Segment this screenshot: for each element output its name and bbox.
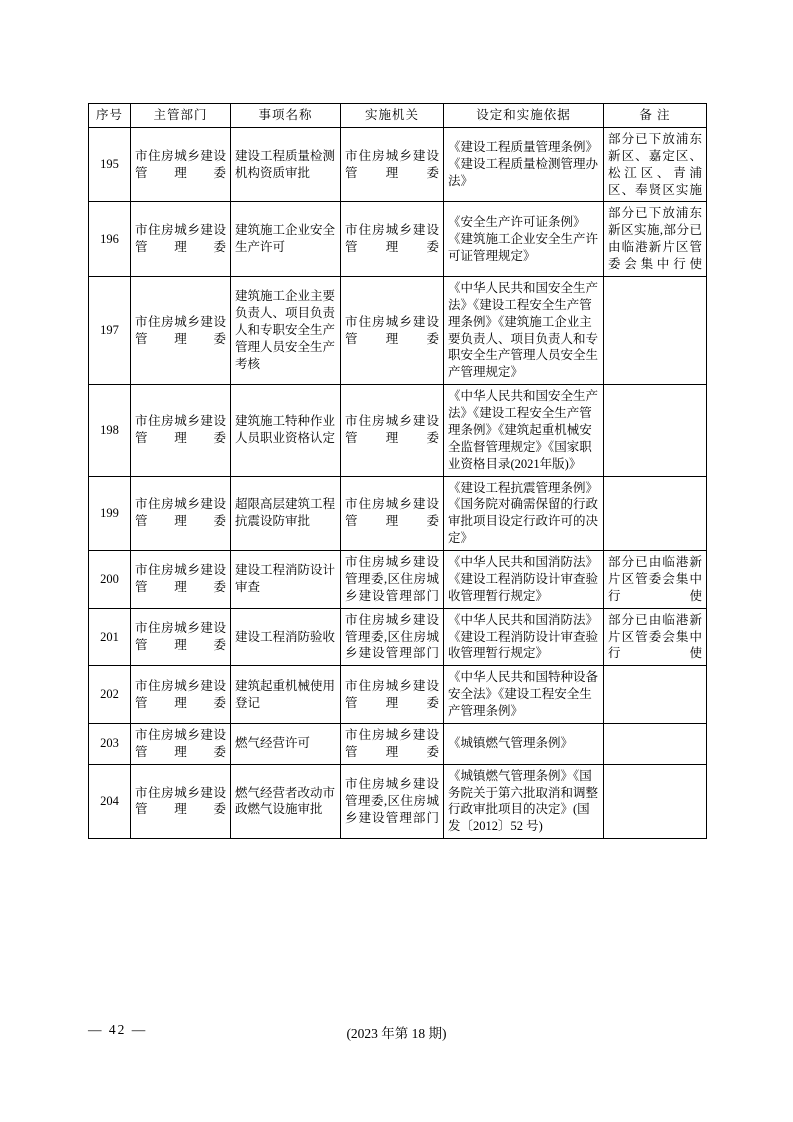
cell-basis: 《中华人民共和国消防法》《建设工程消防设计审查验收管理暂行规定》 xyxy=(444,551,604,609)
cell-seq: 202 xyxy=(89,666,131,724)
cell-basis: 《安全生产许可证条例》《建筑施工企业安全生产许可证管理规定》 xyxy=(444,202,604,277)
table-header-row xyxy=(89,104,707,128)
cell-basis: 《中华人民共和国安全生产法》《建设工程安全生产管理条例》《建筑施工企业主要负责人、项目负责人和专职安全生产管理人员安全生产管理规定》 xyxy=(444,276,604,384)
cell-remarks xyxy=(604,666,707,724)
cell-implementing-agency: 市住房城乡建设管理委 xyxy=(341,723,444,764)
table-row xyxy=(89,551,707,609)
cell-item-name: 燃气经营者改动市政燃气设施审批 xyxy=(231,764,341,839)
cell-implementing-agency: 市住房城乡建设管理委 xyxy=(341,202,444,277)
cell-item-name: 建设工程质量检测机构资质审批 xyxy=(231,127,341,202)
cell-remarks xyxy=(604,723,707,764)
cell-implementing-agency: 市住房城乡建设管理委,区住房城乡建设管理部门 xyxy=(341,551,444,609)
cell-seq: 196 xyxy=(89,202,131,277)
cell-seq: 197 xyxy=(89,276,131,384)
cell-implementing-agency: 市住房城乡建设管理委,区住房城乡建设管理部门 xyxy=(341,764,444,839)
cell-basis: 《城镇燃气管理条例》 xyxy=(444,723,604,764)
table-row xyxy=(89,127,707,202)
table-row xyxy=(89,608,707,666)
cell-item-name: 超限高层建筑工程抗震设防审批 xyxy=(231,476,341,551)
column-header-basis: 设定和实施依据 xyxy=(444,104,604,128)
column-header-department: 主管部门 xyxy=(131,104,231,128)
cell-department: 市住房城乡建设管理委 xyxy=(131,476,231,551)
cell-item-name: 建设工程消防设计审查 xyxy=(231,551,341,609)
cell-remarks xyxy=(604,764,707,839)
table-body xyxy=(89,127,707,838)
table-row xyxy=(89,723,707,764)
cell-basis: 《建设工程质量管理条例》《建设工程质量检测管理办法》 xyxy=(444,127,604,202)
cell-remarks xyxy=(604,276,707,384)
cell-basis: 《建设工程抗震管理条例》《国务院对确需保留的行政审批项目设定行政许可的决定》 xyxy=(444,476,604,551)
cell-item-name: 建设工程消防验收 xyxy=(231,608,341,666)
cell-basis: 《中华人民共和国安全生产法》《建设工程安全生产管理条例》《建筑起重机械安全监督管理规定》《国家职业资格目录(2021年版)》 xyxy=(444,385,604,476)
column-header-seq: 序号 xyxy=(89,104,131,128)
table-row xyxy=(89,276,707,384)
cell-remarks: 部分已由临港新片区管委会集中行使 xyxy=(604,608,707,666)
cell-implementing-agency: 市住房城乡建设管理委 xyxy=(341,127,444,202)
cell-item-name: 建筑施工特种作业人员职业资格认定 xyxy=(231,385,341,476)
cell-item-name: 燃气经营许可 xyxy=(231,723,341,764)
table-row xyxy=(89,666,707,724)
cell-seq: 204 xyxy=(89,764,131,839)
cell-item-name: 建筑施工企业主要负责人、项目负责人和专职安全生产管理人员安全生产考核 xyxy=(231,276,341,384)
table-row xyxy=(89,476,707,551)
table-row xyxy=(89,385,707,476)
cell-department: 市住房城乡建设管理委 xyxy=(131,276,231,384)
table-row xyxy=(89,764,707,839)
cell-implementing-agency: 市住房城乡建设管理委 xyxy=(341,666,444,724)
cell-department: 市住房城乡建设管理委 xyxy=(131,385,231,476)
cell-department: 市住房城乡建设管理委 xyxy=(131,608,231,666)
cell-remarks: 部分已下放浦东新区、嘉定区、松江区、青浦区、奉贤区实施 xyxy=(604,127,707,202)
cell-item-name: 建筑施工企业安全生产许可 xyxy=(231,202,341,277)
cell-seq: 200 xyxy=(89,551,131,609)
cell-implementing-agency: 市住房城乡建设管理委 xyxy=(341,385,444,476)
cell-remarks: 部分已由临港新片区管委会集中行使 xyxy=(604,551,707,609)
column-header-implementing-agency: 实施机关 xyxy=(341,104,444,128)
cell-item-name: 建筑起重机械使用登记 xyxy=(231,666,341,724)
cell-department: 市住房城乡建设管理委 xyxy=(131,723,231,764)
table-row xyxy=(89,202,707,277)
cell-department: 市住房城乡建设管理委 xyxy=(131,551,231,609)
column-header-remarks: 备 注 xyxy=(604,104,707,128)
cell-basis: 《中华人民共和国消防法》《建设工程消防设计审查验收管理暂行规定》 xyxy=(444,608,604,666)
cell-implementing-agency: 市住房城乡建设管理委 xyxy=(341,476,444,551)
cell-seq: 199 xyxy=(89,476,131,551)
cell-department: 市住房城乡建设管理委 xyxy=(131,666,231,724)
cell-basis: 《城镇燃气管理条例》《国务院关于第六批取消和调整行政审批项目的决定》(国发〔2012〕52 号) xyxy=(444,764,604,839)
cell-remarks xyxy=(604,385,707,476)
cell-seq: 195 xyxy=(89,127,131,202)
issue-label: (2023 年第 18 期) xyxy=(346,1026,447,1041)
cell-implementing-agency: 市住房城乡建设管理委 xyxy=(341,276,444,384)
cell-remarks: 部分已下放浦东新区实施,部分已由临港新片区管委会集中行使 xyxy=(604,202,707,277)
administrative-items-table xyxy=(88,103,707,839)
cell-department: 市住房城乡建设管理委 xyxy=(131,127,231,202)
page-number: — 42 — xyxy=(88,1022,148,1037)
administrative-items-table-wrapper xyxy=(88,103,706,839)
cell-seq: 201 xyxy=(89,608,131,666)
cell-seq: 198 xyxy=(89,385,131,476)
cell-remarks xyxy=(604,476,707,551)
cell-seq: 203 xyxy=(89,723,131,764)
cell-department: 市住房城乡建设管理委 xyxy=(131,202,231,277)
cell-basis: 《中华人民共和国特种设备安全法》《建设工程安全生产管理条例》 xyxy=(444,666,604,724)
cell-implementing-agency: 市住房城乡建设管理委,区住房城乡建设管理部门 xyxy=(341,608,444,666)
table-header xyxy=(89,104,707,128)
column-header-item-name: 事项名称 xyxy=(231,104,341,128)
cell-department: 市住房城乡建设管理委 xyxy=(131,764,231,839)
